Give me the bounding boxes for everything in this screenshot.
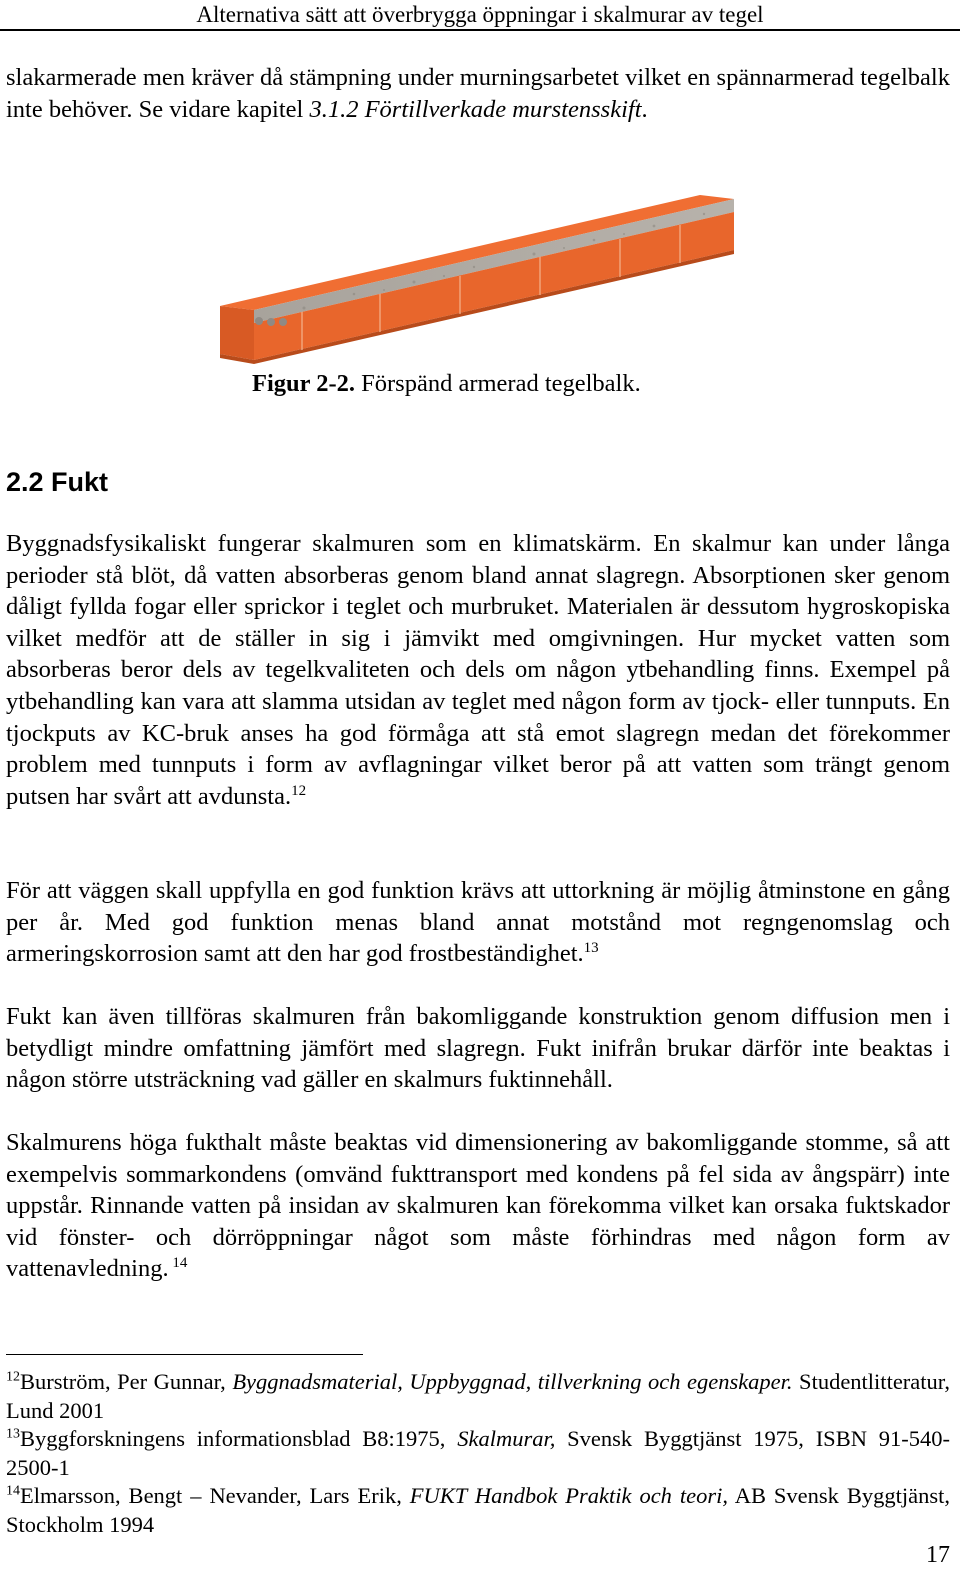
- footnote-title: Skalmurar,: [457, 1426, 556, 1451]
- footnote-separator: [6, 1354, 363, 1355]
- paragraph-4-text: Skalmurens höga fukthalt måste beaktas vid dimensionering av bakomliggande stomme, så att exempelvis sommarkondens (omvänd fukttransport med kondens på fel sida av ångspärr) inte uppstår. Rinnande vatten på insidan av skalmuren kan förekomma vilket kan orsaka fuktskador vid fönster- och dörröppningar något som måste förhindras med någon form av vattenavledning.: [6, 1129, 950, 1283]
- reinforcement-holes: [255, 317, 287, 326]
- figure-caption-text: Förspänd armerad tegelbalk.: [355, 370, 641, 397]
- paragraph-2: [6, 875, 950, 970]
- running-header: Alternativa sätt att överbrygga öppningar i skalmurar av tegel: [0, 0, 960, 31]
- figure-label: Figur 2-2.: [252, 370, 355, 397]
- footnote-number: 13: [6, 1426, 20, 1442]
- chapter-reference: 3.1.2 Förtillverkade murstensskift: [309, 95, 642, 123]
- paragraph-2-text: För att väggen skall uppfylla en god funktion krävs att uttorkning är möjlig åtminstone en gång per år. Med god funktion menas bland annat motstånd mot regngenomslag och armeringskorrosion samt att den har god frostbeständighet.: [6, 877, 950, 968]
- prestressed-brick-beam-illustration: [214, 190, 744, 370]
- footnote-number: 12: [6, 1369, 20, 1385]
- intro-paragraph: [6, 62, 950, 125]
- footnote-text: Burström, Per Gunnar,: [20, 1369, 233, 1394]
- figure-brick-beam: [214, 190, 744, 370]
- intro-end: .: [641, 95, 648, 123]
- page-number: 17: [926, 1542, 950, 1568]
- paragraph-1-text: Byggnadsfysikaliskt fungerar skalmuren som en klimatskärm. En skalmur kan under långa perioder stå blöt, då vatten absorberas genom bland annat slagregn. Absorptionen sker genom dåligt fyllda fogar eller sprickor i teglet och murbruket. Materialen är dessutom hygroskopiska vilket medför att de ställer in sig i jämvikt med omgivningen. Hur mycket vatten som absorberas beror dels av tegelkvaliteten och dels om någon ytbehandling finns. Exempel på ytbehandling kan vara att slamma utsidan av teglet med någon form av tjock- eller tunnputs. En tjockputs av KC-bruk anses ha god förmåga att stå emot slagregn medan det förekommer problem med tunnputs i form av avflagningar vilket beror på att vatten som trängt genom putsen har svårt att avdunsta.: [6, 530, 950, 810]
- figure-caption: [252, 366, 641, 402]
- footnote-12: [6, 1368, 950, 1425]
- footnote-ref-14[interactable]: 14: [168, 1255, 188, 1272]
- footnote-text: Elmarsson, Bengt – Nevander, Lars Erik,: [20, 1483, 410, 1508]
- footnote-14: [6, 1482, 950, 1539]
- footnote-ref-12[interactable]: 12: [291, 782, 307, 799]
- paragraph-3-text: Fukt kan även tillföras skalmuren från bakomliggande konstruktion genom diffusion men i betydligt mindre omfattning jämfört med slagregn. Fukt inifrån brukar därför inte beaktas i någon större utsträckning vad gäller en skalmurs fuktinnehåll.: [6, 1003, 950, 1094]
- paragraph-1: [6, 528, 950, 812]
- beam-end-face: [220, 306, 254, 360]
- footnote-text: Studentlitteratur, Lund 2001: [6, 1369, 950, 1423]
- footnote-text: Svensk Byggtjänst 1975, ISBN 91-540-2500-1: [6, 1426, 950, 1480]
- section-heading: 2.2 Fukt: [6, 467, 109, 497]
- footnote-text: Byggforskningens informationsblad B8:1975,: [20, 1426, 458, 1451]
- footnotes: [6, 1368, 950, 1539]
- footnote-title: FUKT Handbok Praktik och teori,: [409, 1483, 728, 1508]
- footnote-text: AB Svensk Byggtjänst, Stockholm 1994: [6, 1483, 950, 1537]
- footnote-13: [6, 1425, 950, 1482]
- intro-text: slakarmerade men kräver då stämpning under murningsarbetet vilket en spännarmerad tegelbalk inte behöver. Se vidare kapitel: [6, 64, 950, 123]
- footnote-ref-13[interactable]: 13: [583, 940, 599, 957]
- paragraph-4: [6, 1127, 950, 1285]
- paragraph-3: [6, 1001, 950, 1096]
- footnote-number: 14: [6, 1483, 20, 1499]
- footnote-title: Byggnadsmaterial, Uppbyggnad, tillverkning och egenskaper.: [232, 1369, 793, 1394]
